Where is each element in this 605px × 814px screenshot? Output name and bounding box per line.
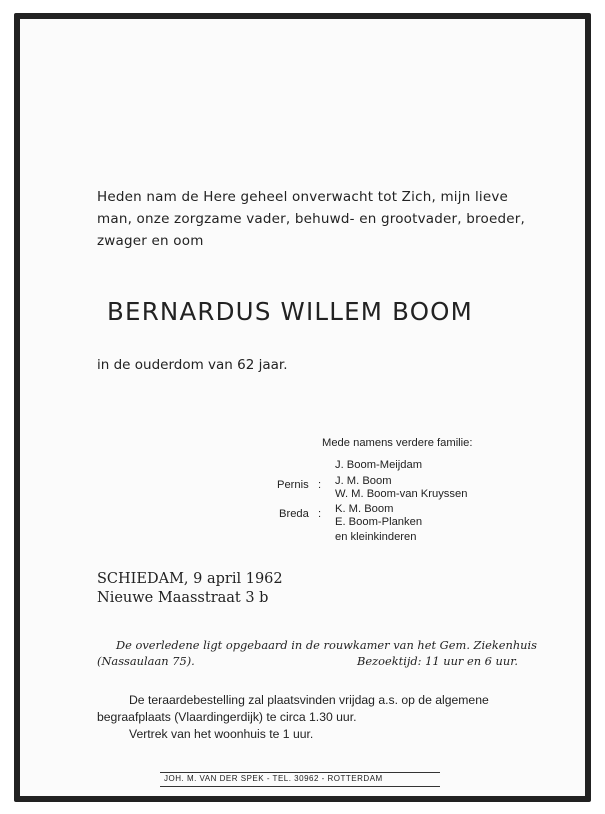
family-heading: Mede namens verdere familie: xyxy=(322,437,473,449)
family-separator: : xyxy=(318,508,322,520)
family-place-breda: Breda xyxy=(279,508,309,520)
family-member: W. M. Boom-van Kruyssen xyxy=(335,488,468,500)
family-place-pernis: Pernis xyxy=(277,479,309,491)
visiting-hours: Bezoektijd: 11 uur en 6 uur. xyxy=(357,654,519,668)
family-member: E. Boom-Planken xyxy=(335,516,423,528)
place-date: SCHIEDAM, 9 april 1962 xyxy=(97,571,283,587)
viewing-address: (Nassaulaan 75). xyxy=(97,654,195,668)
intro-line: man, onze zorgzame vader, behuwd- en grootvader, broeder, xyxy=(97,211,525,227)
intro-line: Heden nam de Here geheel onverwacht tot Zich, mijn lieve xyxy=(97,189,509,205)
burial-notice: begraafplaats (Vlaardingerdijk) te circa 1.30 uur. xyxy=(97,710,357,724)
intro-line: zwager en oom xyxy=(97,233,204,249)
home-address: Nieuwe Maasstraat 3 b xyxy=(97,590,269,606)
departure-notice: Vertrek van het woonhuis te 1 uur. xyxy=(129,727,314,741)
announcement-intro xyxy=(97,186,525,252)
family-member: K. M. Boom xyxy=(335,503,394,515)
printer-rule-top xyxy=(160,772,440,773)
deceased-name: BERNARDUS WILLEM BOOM xyxy=(107,297,473,326)
family-closing: en kleinkinderen xyxy=(335,531,417,543)
age-line: in de ouderdom van 62 jaar. xyxy=(97,357,288,373)
printer-rule-bottom xyxy=(160,786,440,787)
printer-credit: JOH. M. VAN DER SPEK - TEL. 30962 - ROTTERDAM xyxy=(164,774,383,783)
family-separator: : xyxy=(318,479,322,491)
family-member: J. M. Boom xyxy=(335,475,392,487)
burial-notice: De teraardebestelling zal plaatsvinden vrijdag a.s. op de algemene xyxy=(129,693,489,707)
family-member: J. Boom-Meijdam xyxy=(335,459,423,471)
mourning-card-border xyxy=(14,13,591,802)
viewing-notice: De overledene ligt opgebaard in de rouwkamer van het Gem. Ziekenhuis xyxy=(116,638,537,652)
